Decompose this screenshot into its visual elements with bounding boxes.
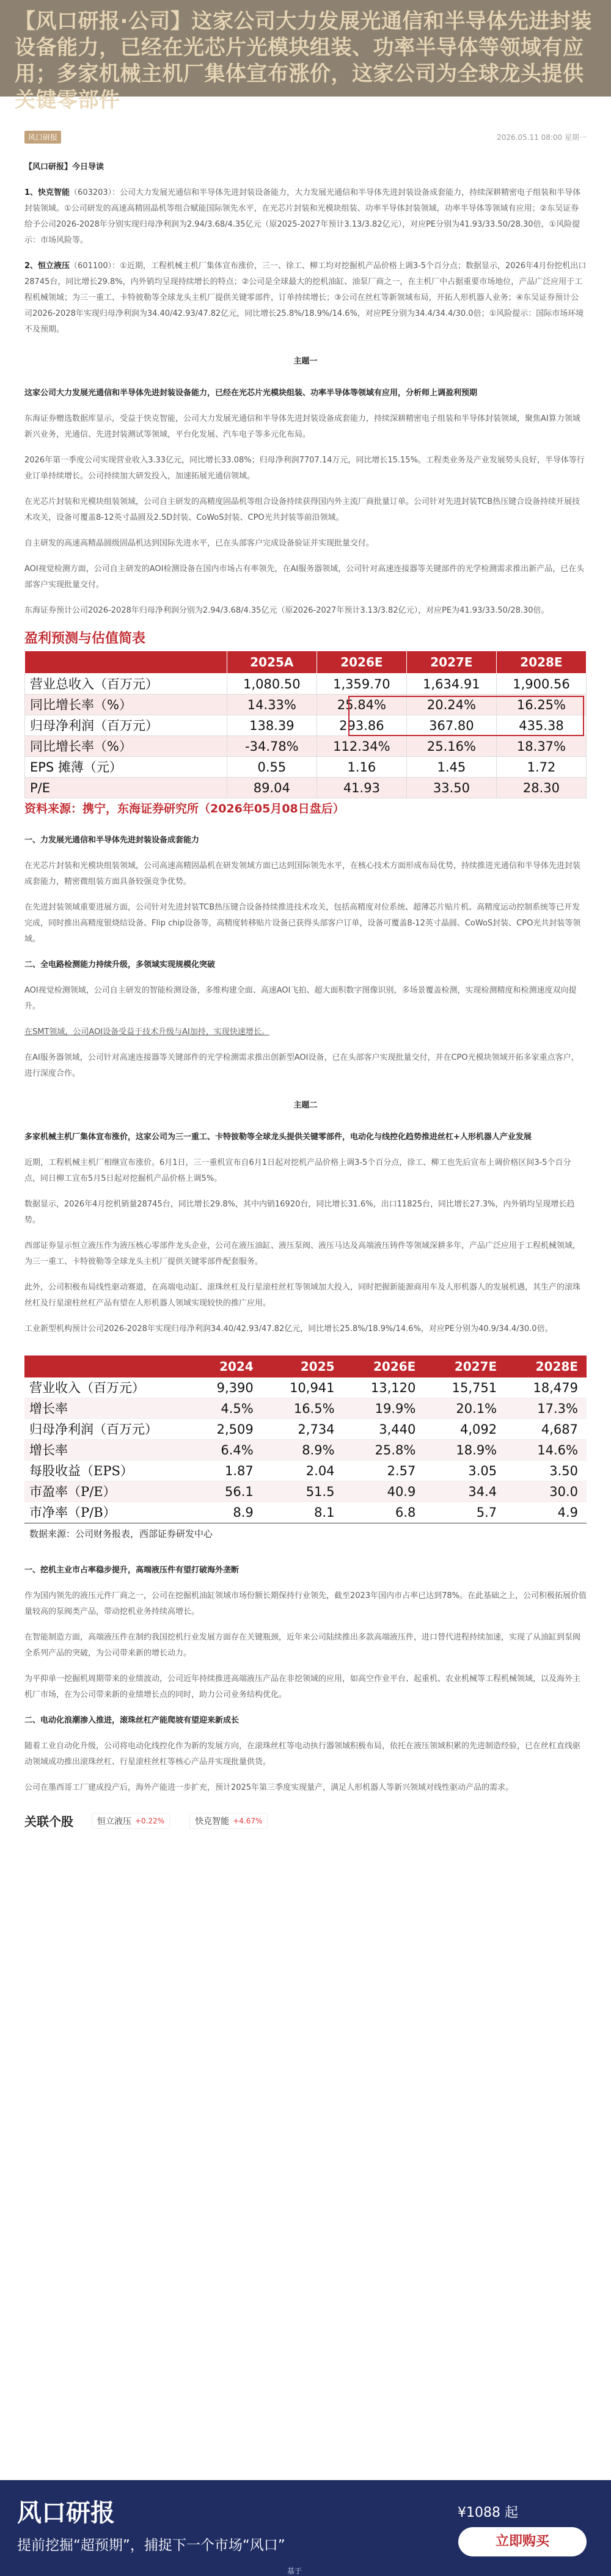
kuake-paragraph-3: 在光芯片封装和光模块组装领域，公司自主研发的高精度固晶机等组合设备持续获得国内外主流厂商批量订单。公司针对先进封装TCB热压键合设备持续开展技术攻关，设备可覆盖8-12英寸晶圆及2.5D封装、CoWoS封装、CPO光共封装等前沿领域。: [24, 497, 580, 522]
kuake-paragraph-5: AOI视觉检测方面，公司自主研发的AOI检测设备在国内市场占有率领先，在AI服务器领域，公司针对高速连接器等关键部件的光学检测需求推出新产品，已在头部客户实现批量交付。: [24, 564, 585, 589]
table-row: 同比增长率（%） -34.78% 112.34% 25.16% 18.37%: [25, 736, 587, 757]
kuake-paragraph-6: 东海证券预计公司2026-2028年归母净利润分别为2.94/3.68/4.35亿元（原2026-2027年预计3.13/3.82亿元），对应PE为41.93/33.50/28.30倍。: [24, 606, 549, 615]
kuake-section-2-p2: 在SMT领域，公司AOI设备受益于技术升级与AI加持，实现快速增长。: [24, 1027, 269, 1037]
table-row: EPS 摊薄（元） 0.55 1.16 1.45 1.72: [25, 757, 587, 778]
theme1-summary: 这家公司大力发展光通信和半导体先进封装设备能力，已经在光芯片光模块组装、功率半导体等领域有应用，分析师上调盈利预期: [24, 389, 478, 398]
stock-name: 快克智能: [195, 1816, 230, 1826]
table2-header: [24, 1356, 193, 1377]
intro-title: 【风口研报】今日导读: [24, 162, 104, 172]
table1-source: 资料来源：携宁，东海证券研究所（2026年05月08日盘后）: [24, 802, 345, 815]
hengli-section-2-title: 二、电动化浪潮渗入推进，滚珠丝杠产能爬坡有望迎来新成长: [24, 1716, 240, 1725]
theme2-summary: 多家机械主机厂集体宣布涨价，这家公司为三一重工、卡特彼勒等全球龙头提供关键零部件，电动化与线控化趋势推进丝杠+人形机器人产业发展: [24, 1133, 532, 1142]
stock-name: 恒立液压: [97, 1816, 131, 1826]
hengli-paragraph-5: 工业新型机构预计公司2026-2028年实现归母净利润34.40/42.93/47.82亿元，同比增长25.8%/18.9%/14.6%，对应PE分别为40.9/34.4/30.0倍。: [24, 1324, 553, 1334]
table-row: P/E 89.04 41.93 33.50 28.30: [25, 778, 587, 798]
article-title: 【风口研报·公司】这家公司大力发展光通信和半导体先进封装设备能力，已经在光芯片光模块组装、功率半导体等领域有应用；多家机械主机厂集体宣布涨价，这家公司为全球龙头提供关键零部件: [15, 9, 592, 112]
table1-header: 2028E: [496, 651, 586, 674]
hengli-section-2-p2: 公司在墨西哥工厂建成投产后，海外产能进一步扩充，预计2025年第三季度实现量产，满足人形机器人等新兴领域对线性驱动产品的需求。: [24, 1783, 514, 1792]
related-stocks: [0, 1806, 611, 1836]
hengli-section-2-p1: 随着工业自动化升级，公司将电动化线控化作为新的发展方向，在滚珠丝杠等电动执行器领域积极布局，依托在液压领域积累的先进制造经验，已在丝杠直线驱动领域成功推出滚珠丝杠、行星滚柱丝杠等核心产品并实现批量供货。: [24, 1742, 581, 1767]
table2-header: 2024: [193, 1356, 262, 1377]
brand-logo-text: 风口研报: [17, 2499, 115, 2527]
related-stocks-title: 关联个股: [24, 1814, 73, 1829]
hengli-paragraph-3: 西部证券显示恒立液压作为液压核心零部件龙头企业，公司在液压油缸、液压泵阀、液压马达及高端液压铸件等领域深耕多年，产品广泛应用于工程机械领域，为三一重工、卡特彼勒等全球龙头主机厂提供关键零部件配套服务。: [24, 1241, 581, 1266]
kuake-paragraph-1: 东海证券赠选数据库显示，受益于快克智能，公司大力发展光通信和半导体先进封装设备成套能力，持续深耕精密电子组装和半导体封装领域，聚焦AI算力领域新兴业务，光通信、先进封装测试等领域，平台化发展、汽车电子等多元化布局。: [24, 414, 580, 439]
intro-paragraph-2: 2、恒立液压（601100）：①近期，工程机械主机厂集体宣布涨价，三一、徐工、柳工均对挖掘机产品价格上调3-5个百分点；数据显示，2026年4月份挖机出口28745台，同比增长29.8%，内外销均呈现持续增长的特点；②公司是全球最大的挖机油缸、油泵厂商之一，在主机厂中占据重要市场地位，产品广泛应用于工程机械领域；为三一重工、卡特彼勒等全球龙头主机厂提供关键零部件，订单持续增长；③公司在丝杠等新领域布局，开拓人形机器人业务；④东吴证券预计公司2026-2028年实现归母净利润为34.40/42.93/47.82亿元，同比增长25.8%/18.9%/14.6%，对应PE分别为34.4/34.4/30.0倍；①风险提示：国际市场环境不及预期。: [24, 261, 587, 334]
brand-slogan: 提前挖掘“超预期”，捕捉下一个市场“风口”: [17, 2538, 285, 2553]
kuake-section-1-p2: 在先进封装领域重要进展方面，公司针对先进封装TCB热压键合设备持续推进技术攻关，包括高精度对位系统、超薄芯片贴片机、高精度运动控制系统等已开发完成，同时推出高精度银烧结设备、Flip chip设备等，高精度转移贴片设备已获得头部客户订单，设备可覆盖8-12英寸晶圆、CoWoS封装、CPO光共封装等领域。: [24, 903, 581, 944]
table-row: 营业收入（百万元） 9,390 10,941 13,120 15,751 18,479: [24, 1377, 587, 1398]
table-row: 同比增长率（%） 14.33% 25.84% 20.24% 16.25%: [25, 695, 587, 715]
price-label: ¥1088 起: [458, 2505, 518, 2520]
table-row: 归母净利润（百万元） 138.39 293.86 367.80 435.38: [25, 715, 587, 736]
kuake-section-1-title: 一、力发展光通信和半导体先进封装设备成套能力: [24, 836, 200, 845]
table1-title: 盈利预测与估值简表: [24, 631, 146, 646]
hengli-paragraph-4: 此外，公司积极布局线性驱动赛道，在高端电动缸、滚珠丝杠及行星滚柱丝杠等领域加大投入，同时把握新能源商用车及人形机器人的发展机遇，其生产的滚珠丝杠及行星滚柱丝杠产品有望在人形机器人领域实现较快的推广应用。: [24, 1283, 581, 1308]
intro-paragraph-1: 1、快克智能（603203）：公司大力发展光通信和半导体先进封装设备能力，大力发展光通信和半导体先进封装设备成套能力，持续深耕精密电子组装和半导体封装领域。①公司研发的高速高精固晶机等组合赋能国际领先水平，在光芯片封装和光模块组装、功率半导体封装领域，功率半导体等领域有应用；②东吴证券给予公司2026-2028年分别实现归母净利润为2.94/3.68/4.35亿元（原2025-2027年预计3.13/3.82亿元），对应PE分别为41.93/33.50/28.30倍，①风险提示：市场风险等。: [24, 188, 581, 245]
table-row: 市净率（P/B） 8.9 8.1 6.8 5.7 4.9: [24, 1502, 587, 1523]
table-row: 增长率 6.4% 8.9% 25.8% 18.9% 14.6%: [24, 1440, 587, 1461]
kuake-paragraph-2: 2026年第一季度公司实现营业收入3.33亿元，同比增长33.08%；归母净利润7707.14万元，同比增长15.15%。工程类业务及产业发展势头良好，半导体等行业订单持续增长。公司持续加大研发投入，加速拓展光通信领域。: [24, 456, 585, 481]
table2-header: 2027E: [424, 1356, 505, 1377]
table1-header: 2025A: [227, 651, 316, 674]
kuake-section-2-p3: 在AI服务器领域，公司针对高速连接器等关键部件的光学检测需求推出创新型AOI设备，已在头部客户实现批量交付，并在CPO光模块领域开拓多家重点客户，进行深度合作。: [24, 1053, 579, 1078]
stock-change: +4.67%: [233, 1816, 263, 1825]
stock-change: +0.22%: [135, 1816, 165, 1825]
highlight-box: [348, 696, 584, 736]
table-row: 增长率 4.5% 16.5% 19.9% 20.1% 17.3%: [24, 1398, 587, 1419]
table2: [24, 1356, 587, 1523]
table2-header: 2025: [262, 1356, 343, 1377]
intro-stock-2: 2、恒立液压: [24, 261, 70, 271]
subscribe-banner: [0, 2480, 611, 2576]
forecast-table-1: [24, 631, 587, 817]
table1-header: 2026E: [316, 651, 406, 674]
buy-button[interactable]: 立即购买: [458, 2527, 587, 2556]
forecast-table-2: [24, 1356, 587, 1544]
table1-header: 2027E: [406, 651, 496, 674]
kuake-section-1-p1: 在光芯片封装和光模块组装领域，公司高速高精固晶机在研发领域方面已达到国际领先水平，在核心技术方面形成布局优势，持续推进光通信和半导体先进封装成套能力，精密微组装方面具备较强竞争优势。: [24, 861, 581, 886]
table-row: 每股收益（EPS） 1.87 2.04 2.57 3.05 3.50: [24, 1461, 587, 1481]
column-badge[interactable]: 风口研报: [24, 131, 61, 144]
theme2-heading: 主题二: [293, 1101, 318, 1110]
theme1-heading: 主题一: [293, 357, 318, 366]
table2-source: 数据来源：公司财务报表，西部证券研发中心: [24, 1523, 587, 1544]
publish-date: 2026.05.11 08:00 星期一: [497, 133, 587, 142]
table2-header: 2028E: [505, 1356, 587, 1377]
hengli-paragraph-1: 近期，工程机械主机厂相继宣布涨价。6月1日，三一重机宣布自6月1日起对挖机产品价格上调3-5个百分点，徐工、柳工也先后宣布上调价格区间3-5个百分点，同日柳工宣布5月5日起对挖掘机产品价格上调5%。: [24, 1158, 571, 1183]
table1-header: [25, 651, 227, 674]
kuake-section-2-title: 二、全电路检测能力持续升级，多领域实现规模化突破: [24, 960, 216, 969]
hero-banner: [0, 0, 611, 112]
table-row: 营业总收入（百万元） 1,080.50 1,359.70 1,634.91 1,900.56: [25, 674, 587, 695]
hengli-section-1-p1: 作为国内领先的液压元件厂商之一，公司在挖掘机油缸领域市场份额长期保持行业领先，截至2023年国内市占率已达到78%。在此基础之上，公司积极拓展价值量较高的泵阀类产品，带动挖机业务持续高增长。: [24, 1591, 587, 1616]
stock-chip[interactable]: [189, 1813, 268, 1829]
article-body: [0, 144, 611, 1796]
intro-stock-1: 1、快克智能: [24, 188, 70, 197]
table2-header: 2026E: [343, 1356, 425, 1377]
table-row: 归母净利润（百万元） 2,509 2,734 3,440 4,092 4,687: [24, 1419, 587, 1440]
hengli-paragraph-2: 数据显示，2026年4月挖机销量28745台，同比增长29.8%，其中内销16920台，同比增长31.6%，出口11825台，同比增长27.3%，内外销均呈现增长趋势。: [24, 1200, 575, 1225]
hengli-section-1-p3: 为平抑单一挖掘机周期带来的业绩波动，公司近年持续推进高端液压产品在非挖领域的应用，如高空作业平台、起重机、农业机械等工程机械领域，以及海外主机厂市场，在为公司带来新的业绩增长点的同时，助力公司业务结构优化。: [24, 1674, 581, 1699]
kuake-paragraph-4: 自主研发的高速高精晶圆级固晶机达到国际先进水平，已在头部客户完成设备验证并实现批量交付。: [24, 539, 375, 548]
kuake-section-2-p1: AOI视觉检测领域，公司自主研发的智能检测设备，多维构建全面、高速AOI飞拍、超大面积数字图像识别，多场景覆盖检测，实现检测精度和检测速度双向提升。: [24, 986, 577, 1011]
footer-note: 基于: [287, 2567, 302, 2575]
hengli-section-1-p2: 在智能制造方面，高端液压件在制约我国挖机行业发展方面存在关键瓶颈，近年来公司陆续推出多款高端液压件，进口替代进程持续加速，实现了从油缸到泵阀全系列产品的突破，为公司带来新的增长动力。: [24, 1633, 581, 1658]
stock-chip[interactable]: [92, 1813, 170, 1829]
table-row: 市盈率（P/E） 56.1 51.5 40.9 34.4 30.0: [24, 1481, 587, 1502]
hengli-section-1-title: 一、挖机主业市占率稳步提升，高端液压件有望打破海外垄断: [24, 1566, 240, 1575]
